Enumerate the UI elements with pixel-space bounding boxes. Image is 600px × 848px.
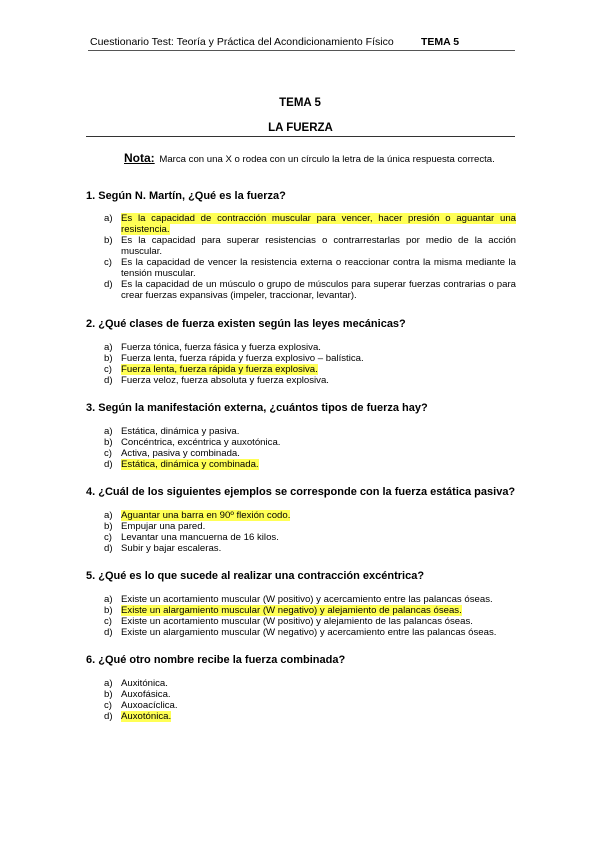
option-letter: c)	[104, 448, 112, 459]
option-text: Auxoacíclica.	[121, 700, 178, 711]
note-label: Nota:	[124, 151, 155, 165]
option-text: Estática, dinámica y pasiva.	[121, 426, 240, 437]
option-text: Existe un acortamiento muscular (W positivo) y alejamiento de las palancas óseas.	[121, 616, 473, 627]
question-1-options	[104, 213, 516, 301]
answer-option-c[interactable]	[104, 532, 516, 543]
answer-option-a[interactable]	[104, 213, 516, 235]
tema-heading: TEMA 5	[279, 97, 321, 109]
option-letter: b)	[104, 689, 113, 700]
option-letter: b)	[104, 353, 113, 364]
answer-option-d[interactable]	[104, 279, 516, 301]
option-text: Concéntrica, excéntrica y auxotónica.	[121, 437, 281, 448]
instructions-note	[124, 151, 495, 165]
option-letter: d)	[104, 711, 113, 722]
option-letter: d)	[104, 279, 113, 290]
answer-option-a[interactable]	[104, 594, 516, 605]
option-letter: a)	[104, 678, 113, 689]
option-text: Es la capacidad de un músculo o grupo de músculos para superar fuerzas contrarias o para crear fuerzas expansivas (impeler, traccionar, levantar).	[121, 279, 516, 301]
option-text: Empujar una pared.	[121, 521, 206, 532]
answer-option-a[interactable]	[104, 342, 516, 353]
question-4-options	[104, 510, 516, 554]
option-letter: c)	[104, 616, 112, 627]
option-letter: d)	[104, 459, 113, 470]
option-text: Fuerza tónica, fuerza fásica y fuerza explosiva.	[121, 342, 321, 353]
option-text: Fuerza lenta, fuerza rápida y fuerza explosiva.	[121, 364, 318, 375]
page-header	[88, 36, 515, 51]
option-text: Fuerza lenta, fuerza rápida y fuerza explosivo – balística.	[121, 353, 364, 364]
answer-option-b[interactable]	[104, 521, 516, 532]
question-4: 4. ¿Cuál de los siguientes ejemplos se corresponde con la fuerza estática pasiva?	[86, 486, 516, 498]
option-letter: a)	[104, 342, 113, 353]
question-2-options	[104, 342, 516, 386]
option-letter: a)	[104, 213, 113, 224]
option-letter: d)	[104, 375, 113, 386]
option-text: Auxitónica.	[121, 678, 168, 689]
answer-option-c[interactable]	[104, 700, 516, 711]
answer-option-d[interactable]	[104, 543, 516, 554]
option-letter: d)	[104, 543, 113, 554]
page-title: LA FUERZA	[86, 122, 515, 137]
header-title: Cuestionario Test: Teoría y Práctica del Acondicionamiento Físico	[90, 36, 394, 48]
option-letter: c)	[104, 257, 112, 268]
answer-option-d[interactable]	[104, 459, 516, 470]
option-letter: d)	[104, 627, 113, 638]
option-text: Es la capacidad de vencer la resistencia externa o reaccionar contra la misma mediante la tensión muscular.	[121, 257, 516, 279]
option-letter: b)	[104, 521, 113, 532]
option-text: Existe un alargamiento muscular (W negativo) y acercamiento entre las palancas óseas.	[121, 627, 497, 638]
answer-option-a[interactable]	[104, 510, 516, 521]
option-letter: a)	[104, 594, 113, 605]
question-6-options	[104, 678, 516, 722]
answer-option-a[interactable]	[104, 678, 516, 689]
answer-option-c[interactable]	[104, 257, 516, 279]
question-5-options	[104, 594, 516, 638]
option-letter: c)	[104, 364, 112, 375]
option-text: Fuerza veloz, fuerza absoluta y fuerza explosiva.	[121, 375, 329, 386]
option-text: Existe un alargamiento muscular (W negativo) y alejamiento de palancas óseas.	[121, 605, 462, 616]
header-tema: TEMA 5	[421, 36, 460, 48]
option-text: Auxofásica.	[121, 689, 171, 700]
answer-option-b[interactable]	[104, 437, 516, 448]
option-text: Es la capacidad de contracción muscular para vencer, hacer presión o aguantar una resistencia.	[121, 213, 516, 235]
option-letter: c)	[104, 700, 112, 711]
answer-option-b[interactable]	[104, 235, 516, 257]
option-text: Estática, dinámica y combinada.	[121, 459, 259, 470]
answer-option-b[interactable]	[104, 605, 516, 616]
question-3-options	[104, 426, 516, 470]
question-3: 3. Según la manifestación externa, ¿cuántos tipos de fuerza hay?	[86, 402, 428, 414]
answer-option-d[interactable]	[104, 711, 516, 722]
question-1: 1. Según N. Martín, ¿Qué es la fuerza?	[86, 190, 286, 202]
option-text: Levantar una mancuerna de 16 kilos.	[121, 532, 279, 543]
option-text: Subir y bajar escaleras.	[121, 543, 222, 554]
option-text: Auxotónica.	[121, 711, 172, 722]
option-letter: b)	[104, 235, 113, 246]
option-letter: b)	[104, 437, 113, 448]
answer-option-a[interactable]	[104, 426, 516, 437]
note-text: Marca con una X o rodea con un círculo la letra de la única respuesta correcta.	[159, 154, 495, 165]
answer-option-c[interactable]	[104, 448, 516, 459]
answer-option-c[interactable]	[104, 616, 516, 627]
option-letter: a)	[104, 510, 113, 521]
option-letter: a)	[104, 426, 113, 437]
option-text: Activa, pasiva y combinada.	[121, 448, 240, 459]
option-text: Es la capacidad para superar resistencias o contrarrestarlas por medio de la acción muscular.	[121, 235, 516, 257]
answer-option-b[interactable]	[104, 689, 516, 700]
answer-option-d[interactable]	[104, 627, 516, 638]
option-text: Aguantar una barra en 90º flexión codo.	[121, 510, 291, 521]
answer-option-c[interactable]	[104, 364, 516, 375]
option-letter: c)	[104, 532, 112, 543]
answer-option-b[interactable]	[104, 353, 516, 364]
option-text: Existe un acortamiento muscular (W positivo) y acercamiento entre las palancas óseas.	[121, 594, 493, 605]
answer-option-d[interactable]	[104, 375, 516, 386]
question-2: 2. ¿Qué clases de fuerza existen según las leyes mecánicas?	[86, 318, 406, 330]
question-6: 6. ¿Qué otro nombre recibe la fuerza combinada?	[86, 654, 346, 666]
option-letter: b)	[104, 605, 113, 616]
question-5: 5. ¿Qué es lo que sucede al realizar una contracción excéntrica?	[86, 570, 425, 582]
